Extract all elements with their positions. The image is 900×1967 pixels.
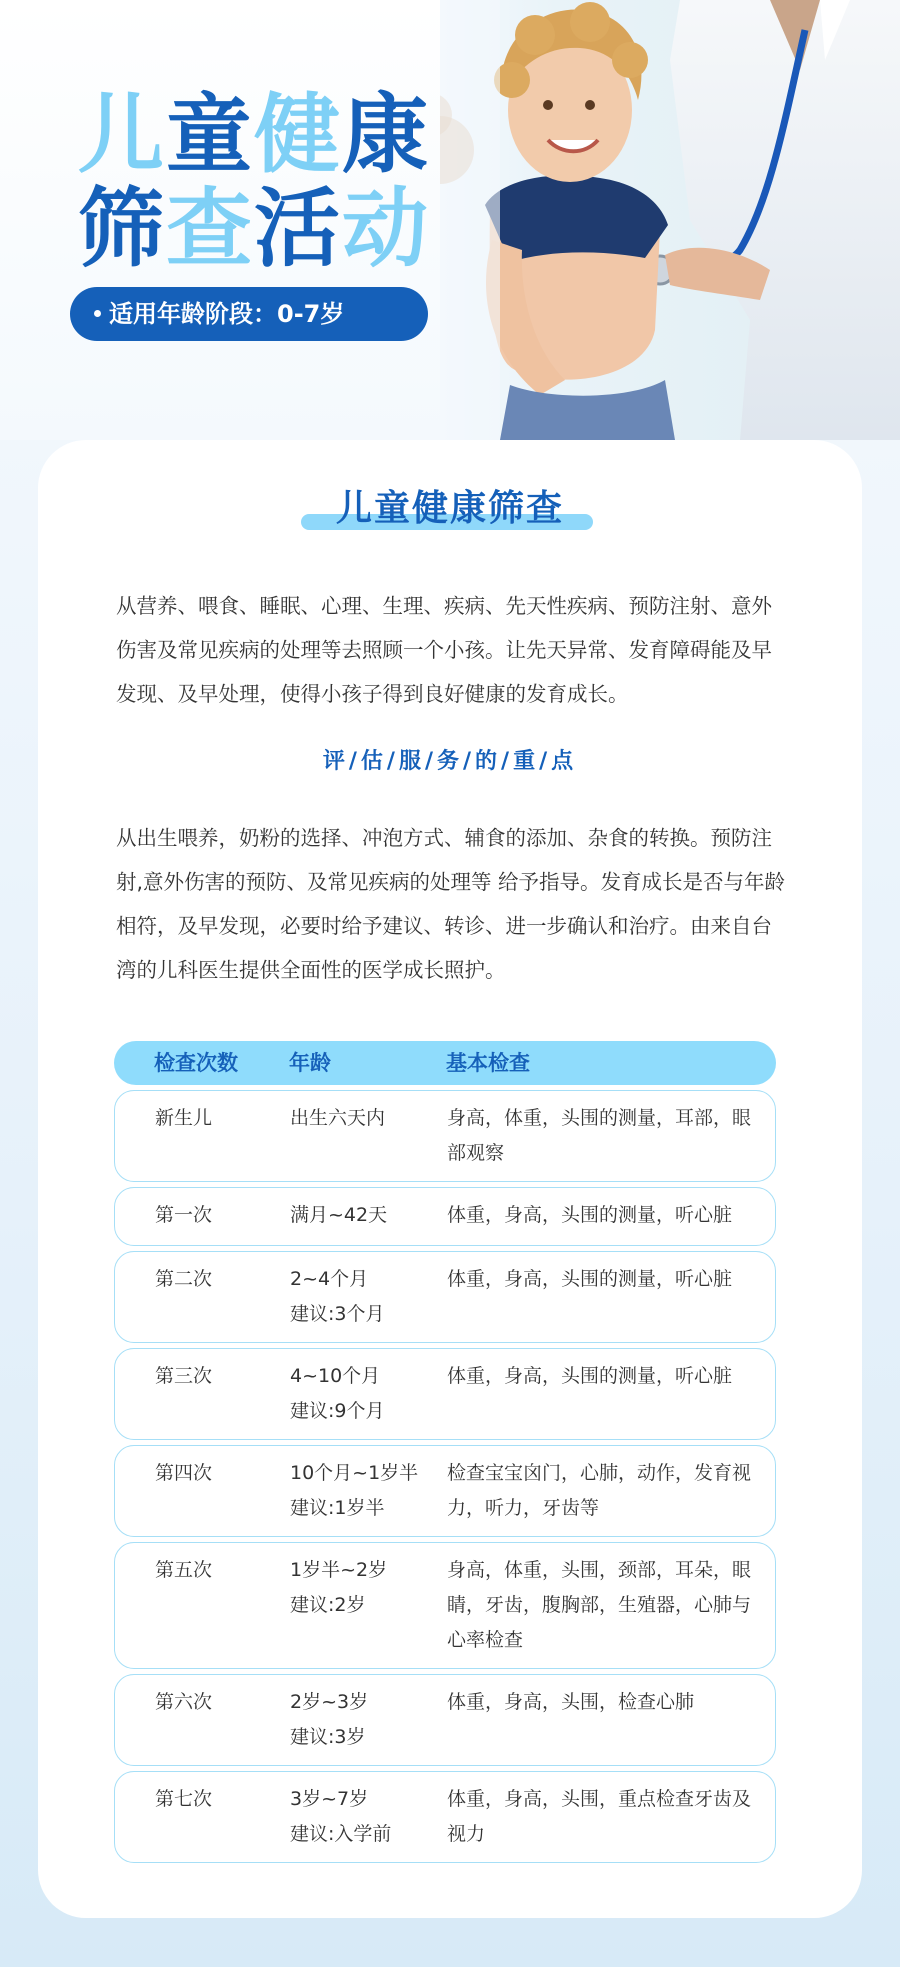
cell-age: 4~10个月 建议:9个月: [290, 1365, 385, 1422]
cell-visit: 第二次: [155, 1268, 213, 1290]
table-header: [114, 1041, 776, 1085]
cell-check: 身高，体重，头围，颈部，耳朵，眼睛，牙齿，腹胸部，生殖器，心肺与心率检查: [447, 1559, 752, 1651]
cell-age: 10个月~1岁半 建议:1岁半: [290, 1462, 419, 1519]
cell-visit: 第五次: [155, 1559, 213, 1581]
bullet-dot-icon: [94, 310, 101, 317]
table-row: [114, 1445, 776, 1537]
focus-subtitle: 评/估/服/务/的/重/点: [322, 749, 578, 774]
hero-title: [78, 85, 430, 279]
table-row: [114, 1348, 776, 1440]
hero-title-line2: 筛查活动: [78, 179, 430, 279]
cell-visit: 第四次: [155, 1462, 213, 1484]
table-row: [114, 1674, 776, 1766]
cell-age: 满月~42天: [290, 1204, 388, 1226]
cell-visit: 第六次: [155, 1691, 213, 1713]
cell-check: 体重，身高，头围的测量，听心脏: [447, 1268, 733, 1290]
cell-check: 体重，身高，头围，重点检查牙齿及视力: [447, 1788, 752, 1845]
cell-age: 1岁半~2岁 建议:2岁: [290, 1559, 388, 1616]
intro-paragraph: 从营养、喂食、睡眠、心理、生理、疾病、先天性疾病、预防注射、意外伤害及常见疾病的处理等去照顾一个小孩。让先天异常、发育障碍能及早发现、及早处理，使得小孩子得到良好健康的发育成长。: [116, 594, 772, 706]
cell-visit: 第三次: [155, 1365, 213, 1387]
table-row: [114, 1251, 776, 1343]
header-check: 基本检查: [446, 1051, 530, 1075]
content-card: [38, 440, 862, 1918]
cell-visit: 第一次: [155, 1204, 213, 1226]
table-row: [114, 1771, 776, 1863]
doctor-child-photo: [440, 0, 900, 440]
age-range-text: 适用年龄阶段：0-7岁: [109, 300, 345, 328]
cell-age: 3岁~7岁 建议:入学前: [290, 1788, 392, 1845]
table-row: [114, 1542, 776, 1669]
cell-check: 身高，体重，头围的测量，耳部，眼部观察: [447, 1107, 752, 1164]
table-row: [114, 1187, 776, 1246]
cell-check: 体重，身高，头围的测量，听心脏: [447, 1204, 733, 1226]
header-age: 年龄: [289, 1051, 331, 1075]
table-row: [114, 1090, 776, 1182]
cell-check: 体重，身高，头围，检查心肺: [447, 1691, 695, 1713]
hero-banner: [0, 0, 900, 440]
age-range-badge: [70, 287, 428, 341]
section-title: 儿童健康筛查: [335, 488, 564, 529]
cell-age: 2~4个月 建议:3个月: [290, 1268, 385, 1325]
header-visit: 检查次数: [154, 1051, 238, 1075]
cell-check: 体重，身高，头围的测量，听心脏: [447, 1365, 733, 1387]
screening-table: [114, 1041, 776, 1863]
cell-visit: 新生儿: [155, 1107, 213, 1129]
cell-age: 出生六天内: [290, 1107, 386, 1129]
cell-visit: 第七次: [155, 1788, 213, 1810]
cell-check: 检查宝宝囟门，心肺，动作，发育视力，听力，牙齿等: [447, 1462, 752, 1519]
hero-title-line1: 儿童健康: [78, 85, 430, 185]
focus-paragraph: 从出生喂养，奶粉的选择、冲泡方式、辅食的添加、杂食的转换。预防注射,意外伤害的预防、及常见疾病的处理等 给予指导。发育成长是否与年龄相符，及早发现，必要时给予建议、转诊、进一步确认和治疗。由来自台湾的儿科医生提供全面性的医学成长照护。: [116, 826, 786, 982]
cell-age: 2岁~3岁 建议:3岁: [290, 1691, 369, 1748]
